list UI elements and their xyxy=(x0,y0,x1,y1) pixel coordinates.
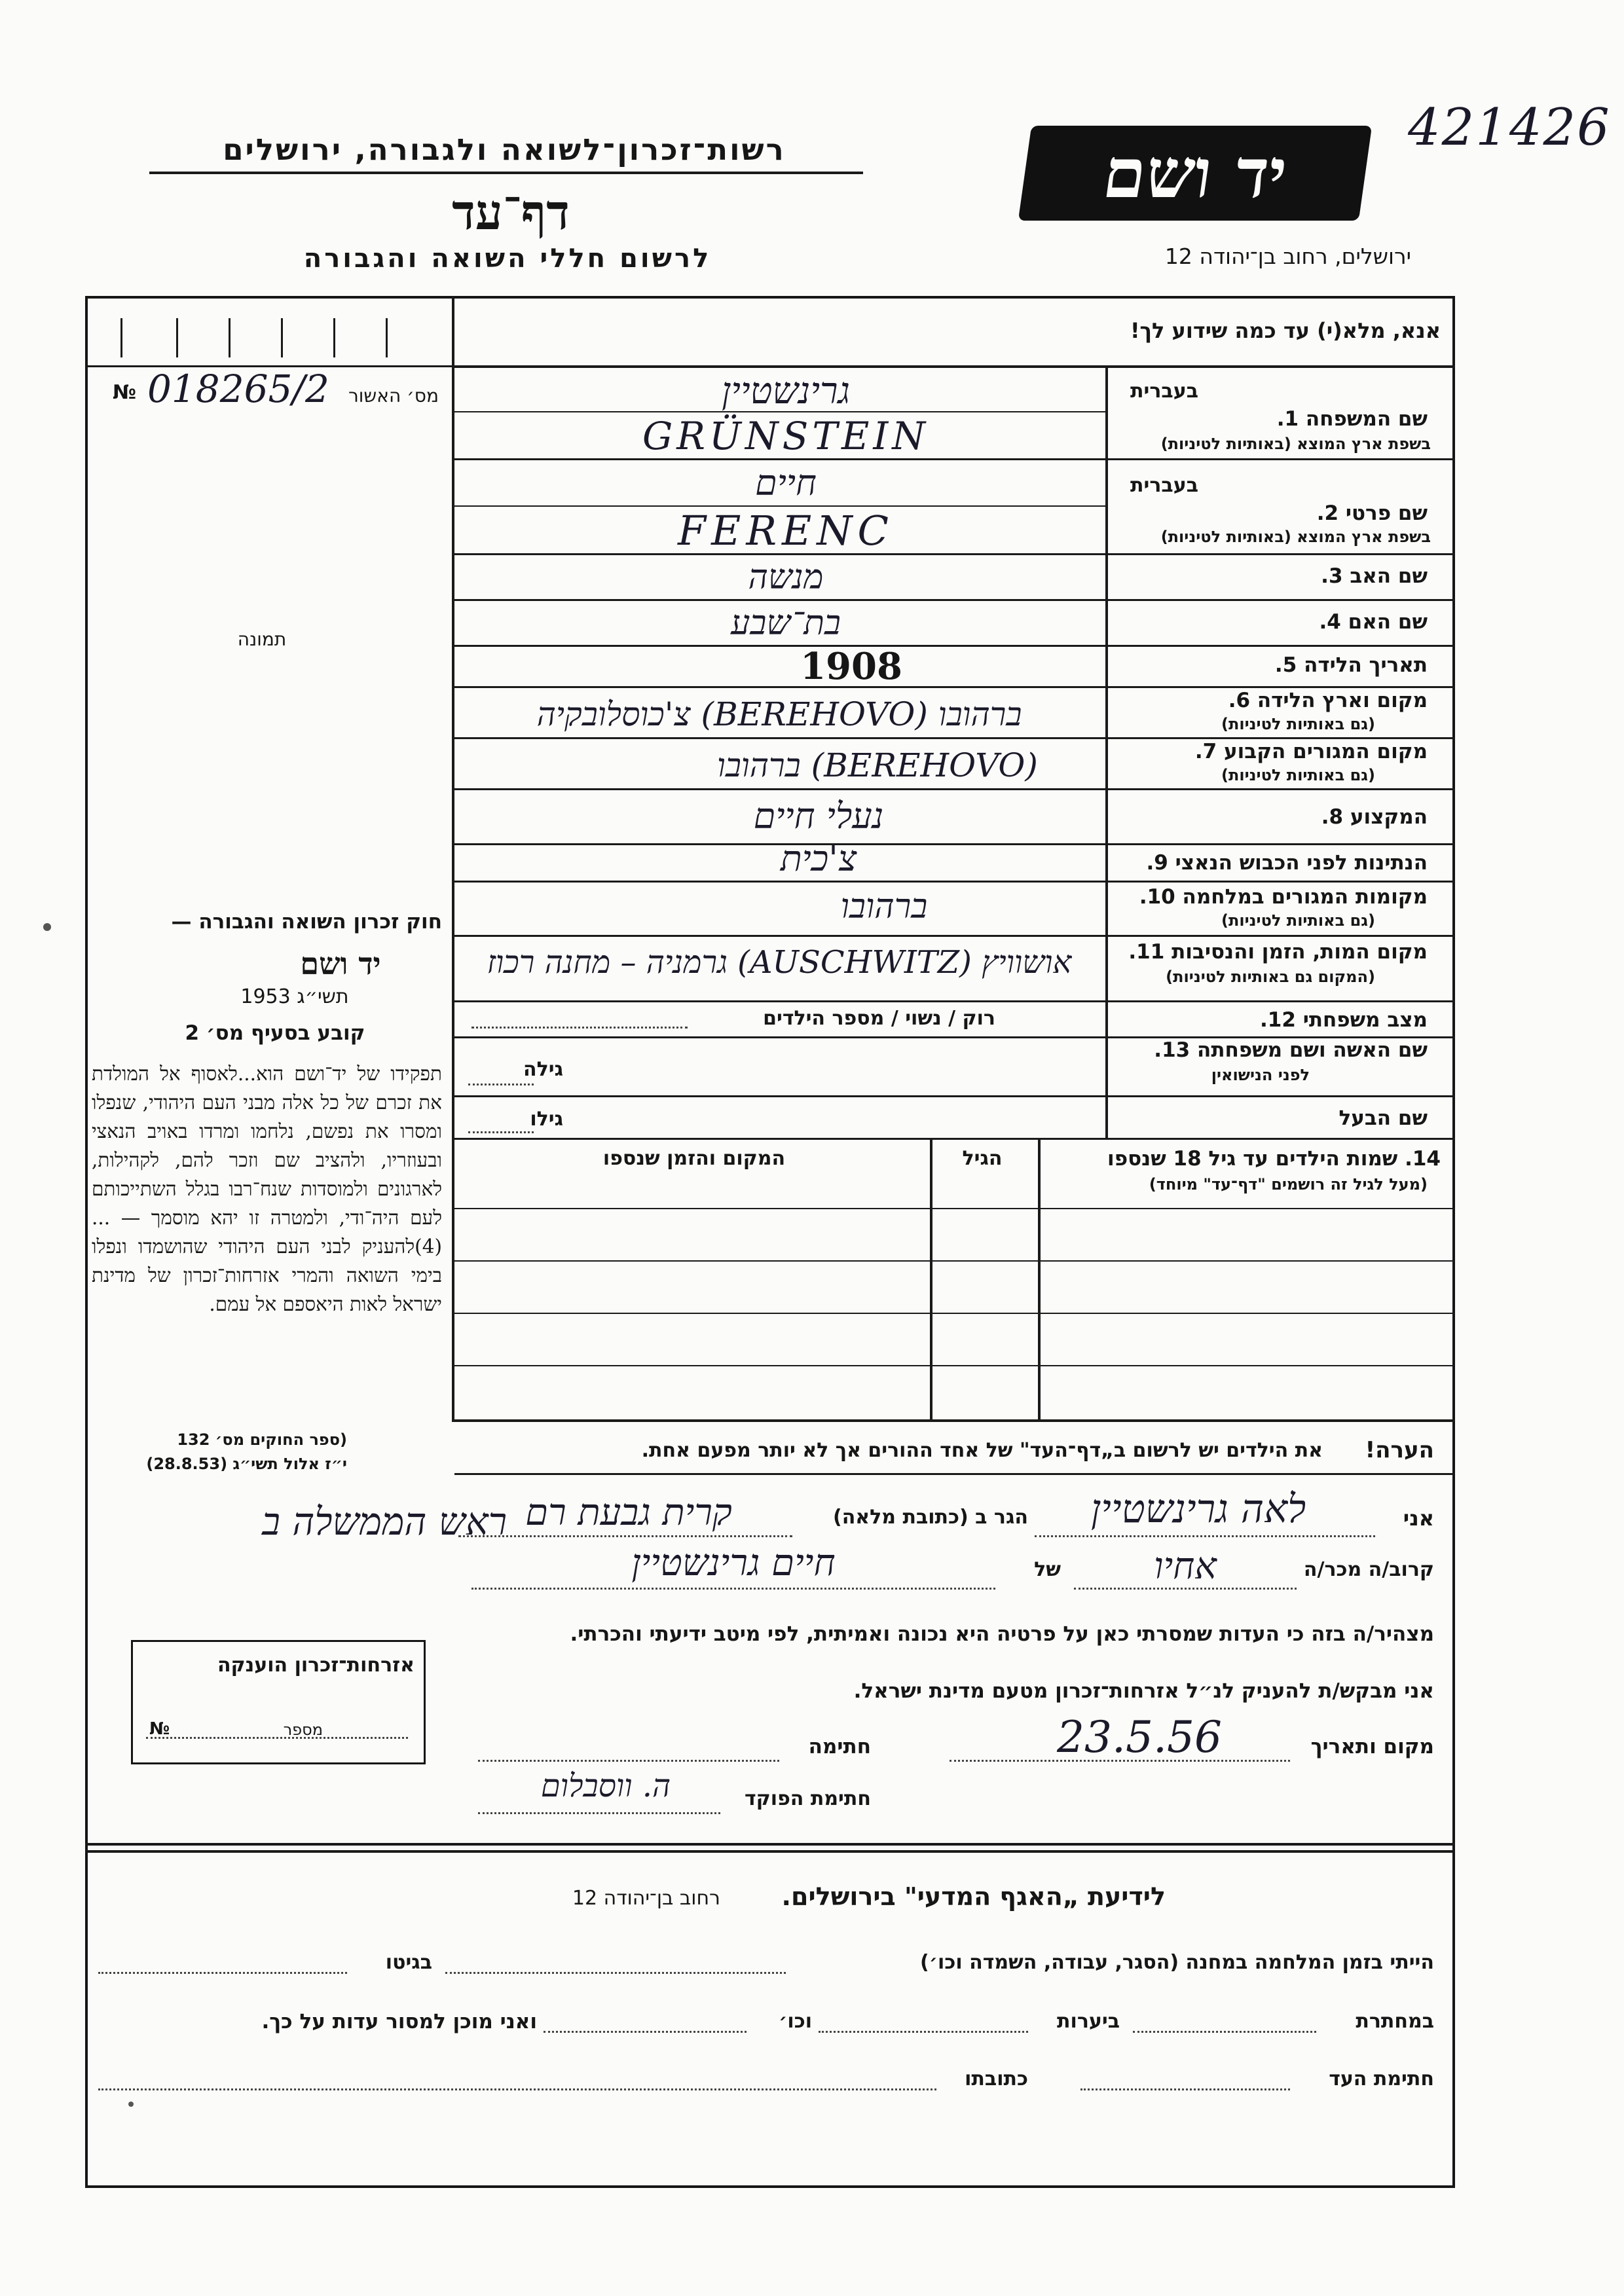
relation-value: אחיו xyxy=(1154,1545,1217,1588)
row-rule-10 xyxy=(454,935,1455,937)
citizenship-box-num: מספר xyxy=(283,1721,323,1739)
field-10-sub: (גם באותיות לטיניות) xyxy=(1221,911,1375,930)
note-text: את הילדים יש לרשום ב„דף־העד" של אחד ההורים אך לא יותר מפעם אחת. xyxy=(641,1439,1323,1462)
field-2-tag: בעברית xyxy=(1130,474,1198,497)
row-rule-11 xyxy=(454,1000,1455,1002)
header-address: ירושלים, רחוב בן־יהודה 12 xyxy=(1164,244,1411,269)
row-rule-6 xyxy=(454,737,1455,739)
row-rule-1 xyxy=(454,458,1455,460)
cert-label: מס׳ האשור xyxy=(348,385,439,407)
address-line xyxy=(458,1535,792,1537)
field-2-label: שם פרטי 2. xyxy=(1316,501,1428,525)
field-3-label: שם האב 3. xyxy=(1321,564,1428,588)
field-4-label: שם האם 4. xyxy=(1319,610,1428,634)
declare-text: מצהיר/ה בזה כי העדות שמסרתי כאן על פרטיה היא נכונה ואמיתית, לפי מיטב ידיעתי והכרתי. xyxy=(570,1622,1434,1646)
row-rule-9 xyxy=(454,881,1455,883)
footer-title: לידיעת „האגף המדעי" בירושלים. xyxy=(781,1882,1166,1911)
footer-rule-1 xyxy=(85,1843,1455,1846)
archive-number: 421426 xyxy=(1408,98,1611,157)
relative-label: קרוב/ה מכר/ה xyxy=(1303,1558,1434,1581)
place-date-label: מקום ותאריך xyxy=(1310,1735,1434,1758)
field-2-sub: בשפת ארץ המוצא (באותיות לטיניות) xyxy=(1160,528,1431,546)
field-2-value-he: חיים xyxy=(755,462,817,503)
footer-ready: ואני מוכן למסור עדות על כך. xyxy=(261,2010,537,2033)
witness-address-line xyxy=(98,2088,936,2090)
field-1-value-he: גרינשטיין xyxy=(722,370,850,412)
field-3-value: מנשה xyxy=(748,558,824,597)
field-10-value: ברהובו xyxy=(840,887,928,926)
field-9-value: צ'כית xyxy=(780,838,857,879)
margin-handwriting: ראש הממשלה ב xyxy=(262,1499,507,1544)
intro-text: אנא, מלא(י) עד כמה שידוע לך! xyxy=(1130,318,1441,343)
cert-prefix: № xyxy=(113,381,137,404)
children-bottom-rule xyxy=(454,1419,1455,1422)
field-2-value-latin: FERENC xyxy=(678,507,894,555)
field-13-age-line xyxy=(468,1084,534,1085)
ghetto-line xyxy=(98,1972,347,1974)
children-row-2 xyxy=(454,1260,1455,1262)
law-title: חוק זכרון השואה והגבורה — xyxy=(171,910,442,934)
field-9-label: הנתינות לפני הכבוש הנאצי 9. xyxy=(1146,851,1428,875)
declarant-ani: אני xyxy=(1403,1506,1434,1531)
footer-address-label: כתובתו xyxy=(965,2068,1028,2090)
field-11-sub: (המקום גם באותיות לטיניות) xyxy=(1166,968,1375,986)
of-label: של xyxy=(1034,1558,1061,1581)
citizenship-box-prefix: № xyxy=(149,1719,170,1739)
children-col1-header: 14. שמות הילדים עד גיל 18 שנספו xyxy=(1107,1147,1441,1171)
witness-sig-line xyxy=(1080,2088,1290,2090)
cert-number: 018265/2 xyxy=(147,367,329,411)
row-rule-13 xyxy=(454,1095,1455,1097)
column-divider xyxy=(452,296,454,1422)
declarant-address: קרית גבעת רם xyxy=(525,1491,732,1534)
footer-forests: ביערות xyxy=(1057,2010,1120,2033)
children-row-4 xyxy=(454,1365,1455,1366)
name-line xyxy=(1035,1535,1375,1537)
field-husband-age-line xyxy=(468,1131,534,1133)
row-rule-7 xyxy=(454,788,1455,790)
date-value: 23.5.56 xyxy=(1057,1712,1222,1762)
field-8-label: המקצוע 8. xyxy=(1321,805,1428,829)
forests-line xyxy=(819,2031,1028,2033)
footer-ghetto: בגיטו xyxy=(385,1951,432,1974)
field-13-sub: לפני הנישואין xyxy=(1211,1066,1310,1084)
yad-vashem-logo xyxy=(1018,126,1372,221)
field-7-sub: (גם באותיות לטיניות) xyxy=(1221,766,1375,784)
children-col-divider-1 xyxy=(1038,1139,1041,1421)
law-date: י״ז אלול תשי״ג (28.8.53) xyxy=(146,1455,347,1473)
form-subtitle: לרשום חללי השואה והגבורה xyxy=(303,244,712,274)
field-5-value: 1908 xyxy=(800,645,902,688)
of-line xyxy=(471,1588,995,1590)
logo-text: יד ושם xyxy=(1098,133,1292,213)
authority-name: רשות־זכרון־לשואה ולגבורה, ירושלים xyxy=(223,132,786,167)
children-col3-header: המקום והזמן שנספו xyxy=(602,1147,786,1170)
declarant-name: לאה גרינשטיין xyxy=(1090,1486,1306,1532)
citizenship-box-title: אזרחות־זכרון הוענקה xyxy=(217,1654,415,1677)
field-6-value: ברהובו (BEREHOVO) צ'כוסלובקיה xyxy=(536,695,1022,733)
request-text: אני מבקש/ת להעניק לנ״ל אזרחות־זכרון מטעם מדינת ישראל. xyxy=(853,1679,1434,1703)
field-12-options: רוק / נשוי / מספר הילדים xyxy=(763,1007,995,1030)
field-6-label: מקום וארץ הלידה 6. xyxy=(1228,689,1428,712)
footer-rule-2 xyxy=(85,1850,1455,1853)
declarant-resides-label: הגר ב (כתובת מלאה) xyxy=(832,1506,1028,1529)
field-8-value: נעלי חיים xyxy=(753,795,884,837)
field-13-age-label: גילה xyxy=(523,1058,563,1081)
footer-etc: וכו׳ xyxy=(779,2010,812,2033)
date-line xyxy=(950,1760,1290,1762)
row-rule-14 xyxy=(454,1138,1455,1140)
children-row-3 xyxy=(454,1313,1455,1314)
field-10-label: מקומות המגורים במלחמה 10. xyxy=(1139,885,1428,909)
intro-rule xyxy=(452,365,1455,368)
children-col1-sub: (מעל לגיל זה רושמים "דף־עד" מיוחד) xyxy=(1149,1175,1428,1194)
authority-underline xyxy=(149,172,863,174)
form-title: דף־עד xyxy=(452,185,570,241)
field-7-label: מקום המגורים הקבוע 7. xyxy=(1194,740,1428,763)
underground-line xyxy=(1133,2031,1316,2033)
field-1-value-latin: GRÜNSTEIN xyxy=(642,414,930,458)
label-divider xyxy=(1105,367,1108,1139)
law-name: יד ושם xyxy=(300,946,381,981)
field-1-label: שם המשפחה 1. xyxy=(1276,407,1428,431)
cert-ticks xyxy=(88,299,452,364)
field-husband-age-label: גילו xyxy=(530,1108,563,1131)
signature-line xyxy=(478,1760,779,1762)
footer-witness-sig: חתימת העד xyxy=(1329,2068,1434,2090)
field-13-label: שם האשה ושם משפחתה 13. xyxy=(1154,1038,1428,1062)
field-5-label: תאריך הלידה 5. xyxy=(1274,653,1428,677)
punch-dot-2 xyxy=(128,2102,134,2107)
law-section: קובע בסעיף מס׳ 2 xyxy=(185,1021,365,1045)
footer-line1: הייתי בזמן המלחמה במחנה (הסגר, עבודה, השמדה וכו׳) xyxy=(920,1951,1434,1974)
footer-underground: במחתרת xyxy=(1356,2010,1434,2033)
children-col2-header: הגיל xyxy=(962,1147,1003,1170)
children-col-divider-2 xyxy=(930,1139,932,1421)
field-11-label: מקום המות, הזמן והנסיבות 11. xyxy=(1128,940,1428,964)
law-ref: (ספר החוקים מס׳ 132 xyxy=(177,1430,347,1449)
law-year: תשי״ג 1953 xyxy=(240,985,349,1008)
relation-line xyxy=(1074,1588,1297,1590)
photo-label: תמונה xyxy=(237,629,287,650)
of-name: חיים גרינשטיין xyxy=(631,1542,836,1584)
field-6-sub: (גם באותיות לטיניות) xyxy=(1221,715,1375,733)
officer-signature: ה. ווסבלום xyxy=(540,1768,671,1804)
field-7-value: (BEREHOVO) ברהובו xyxy=(717,746,1038,784)
field-12-children-line xyxy=(471,1027,688,1029)
note-label: הערה! xyxy=(1365,1437,1434,1463)
field-1-tag: בעברית xyxy=(1130,380,1198,403)
row-rule-3 xyxy=(454,599,1455,601)
punch-dot xyxy=(43,923,51,931)
officer-line xyxy=(478,1812,720,1814)
field-4-value: בת־שבע xyxy=(731,604,841,643)
law-text: תפקידו של יד־ושם הוא...לאסוף אל המולדת את זכרם של כל אלה מבני העם היהודי, שנפלו ומסרו את נפשם, נלחמו ומרדו באויב הנאצי ובעוזריו, ולהציב שם וזכר להם, לקהילות, לארגונים ולמוסדות שנח־רבו בגלל השתייכותם לעם היה־ודי, ולמטרה זו יהא מוסמך — ...(4)להעניק לבני העם היהודי שהושמדו ונפלו בימי השואה והמרי אזרחות־זכרון של מדינת ישראל לאות היאספם אל עמם. xyxy=(92,1063,442,1315)
officer-label: חתימת הפוקד xyxy=(745,1787,871,1810)
field-11-value: אושוויץ (AUSCHWITZ) גרמניה – מחנה רכוז xyxy=(487,944,1072,981)
citizenship-box xyxy=(131,1640,426,1764)
field-1-sub: בשפת ארץ המוצא (באותיות לטיניות) xyxy=(1160,435,1431,453)
field-12-label: מצב משפחתי 12. xyxy=(1259,1008,1428,1032)
etc-line xyxy=(544,2031,747,2033)
footer-address: רחוב בן־יהודה 12 xyxy=(572,1887,720,1910)
signature-label: חתימה xyxy=(808,1735,871,1758)
field-husband-label: שם הבעל xyxy=(1338,1106,1428,1130)
camp-line xyxy=(445,1972,786,1974)
note-rule xyxy=(454,1473,1455,1475)
children-row-1 xyxy=(454,1208,1455,1209)
